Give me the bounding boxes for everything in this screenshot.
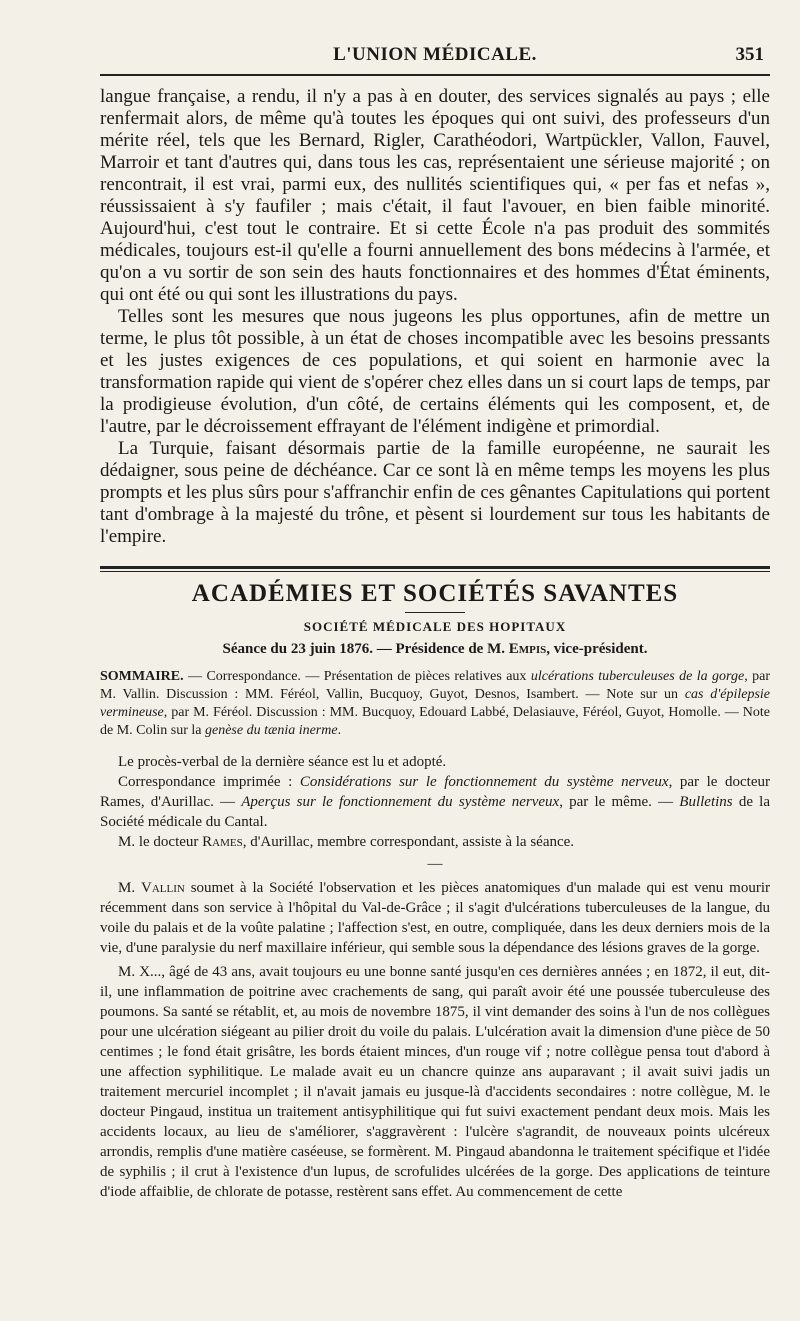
seance-president: Empis: [508, 641, 547, 657]
title-rule: [405, 612, 465, 613]
rames-name: Rames: [202, 834, 243, 850]
corr-italic: Considérations sur le fonctionnement du système nerveux: [299, 774, 669, 790]
corr-text: , par le même. —: [559, 794, 680, 810]
page-number: 351: [735, 44, 764, 65]
page-header: [100, 40, 770, 76]
seance-line: [100, 641, 770, 658]
corr-text: Correspondance imprimée :: [118, 774, 300, 790]
rames-attendance: [100, 832, 770, 852]
sommaire-text: , par M. Vallin. Discussion : MM. Féréol, Vallin, Bucquoy, Guyot, Desnos, Isambert. — Note sur un: [100, 669, 770, 702]
section-title: ACADÉMIES ET SOCIÉTÉS SAVANTES: [191, 580, 679, 607]
rames-text: , d'Aurillac, membre correspondant, assiste à la séance.: [242, 834, 575, 850]
vallin-text: M.: [118, 880, 141, 896]
sommaire-italic: cas d'épilepsie vermineuse: [100, 687, 770, 720]
corr-italic: Bulletins: [679, 794, 733, 810]
page-body: [100, 86, 770, 1202]
sommaire-italic: ulcérations tuberculeuses de la gorge: [530, 669, 745, 684]
sommaire-text: .: [337, 723, 342, 738]
seance-role: , vice-président.: [546, 641, 648, 657]
vallin-paragraph: [100, 878, 770, 958]
seance-text: Séance du 23 juin 1876. — Présidence de M.: [222, 641, 509, 657]
article-paragraph-1: langue française, a rendu, il n'y a pas à en douter, des services signalés au pays ; elle renfermait alors, de même qu'à toutes les époques qui ont suivi, des professeurs d'un mérite réel, tels que les Bernard, Rigler, Carathéodori, Wartpückler, Vallon, Fauvel, Marroir et tant d'autres qui, dans tous les cas, représentaient une sérieuse majorité ; on rencontrait, il est vrai, parmi eux, des nullités scientifiques qui, « per fas et nefas », réussissaient à s'y faufiler ; mais c'était, il faut l'avouer, en bien faible minorité. Aujourd'hui, c'est tout le contraire. Et si cette École n'a pas produit des sommités médicales, toujours est-il qu'elle a fourni annuellement des bons médecins à l'armée, et qu'on a vu sortir de son sein des hauts fonctionnaires et des hommes d'État éminents, qui ont été ou qui sont les illustrations du pays.: [100, 86, 770, 305]
sommaire-label: SOMMAIRE.: [100, 669, 184, 684]
corr-text: de la Société médicale du Cantal.: [100, 794, 770, 830]
corr-italic: Aperçus sur le fonctionnement du système nerveux: [241, 794, 560, 810]
sommaire-italic: genèse du tænia inerme: [205, 723, 338, 738]
article-paragraph-2: Telles sont les mesures que nous jugeons les plus opportunes, afin de mettre un terme, le plus tôt possible, à un état de choses incompatible avec les besoins pressants et les justes exigences de ces populations, et qui soient en harmonie avec la transformation rapide qui vient de s'opérer chez elles dans un si court laps de temps, par la prodigieuse évolution, d'un côté, de certains éléments qui les composent, et, de l'autre, par le décroissement effrayant de l'élément indigène et primordial.: [100, 306, 770, 437]
running-title: L'UNION MÉDICALE.: [333, 44, 537, 65]
article-paragraph-3: La Turquie, faisant désormais partie de la famille européenne, ne saurait les dédaigner, sous peine de déchéance. Car ce sont là en même temps les moyens les plus prompts et les plus sûrs pour s'affranchir enfin de ces gênantes Capitulations qui portent tant d'ombrage à la majesté du trône, et pèsent si lourdement sur tous les habitants de l'empire.: [100, 438, 770, 547]
correspondance: [100, 772, 770, 832]
vallin-name: Vallin: [140, 880, 185, 896]
sommaire: [100, 668, 770, 740]
sommaire-text: , par M. Féréol. Discussion : MM. Bucquoy, Edouard Labbé, Delasiauve, Féréol, Guyot, Homolle. — Note de M. Colin sur la: [100, 705, 770, 738]
corr-text: , par le docteur Rames, d'Aurillac. —: [100, 774, 770, 810]
separator-dash: —: [427, 856, 443, 872]
rames-text: M. le docteur: [118, 834, 203, 850]
sommaire-text: — Correspondance. — Présentation de pièces relatives aux: [183, 669, 531, 684]
case-paragraph: M. X..., âgé de 43 ans, avait toujours eu une bonne santé jusqu'en ces dernières années ; en 1872, il eut, dit-il, une inflammation de poitrine avec crachements de sang, qui paraît avoir été une poussée tuberculeuse des poumons. Sa santé se rétablit, et, au mois de novembre 1875, il vint demander des soins à l'un de nos collègues pour une ulcération siégeant au pilier droit du voile du palais. L'ulcération avait la dimension d'une pièce de 50 centimes ; le fond était grisâtre, les bords étaient minces, d'un rouge vif ; notre collègue pensa tout d'abord à une affection syphilitique. Le malade avait eu un chancre quinze ans auparavant ; il avait suivi jadis un traitement mercuriel incomplet ; il n'avait jamais eu jusque-là d'accidents secondaires : notre collègue, M. le docteur Pingaud, institua un traitement antisyphilitique qui fut suivi exactement pendant deux mois. Mais les accidents locaux, au lieu de s'améliorer, s'aggravèrent : l'ulcère s'agrandit, de nouveaux points ulcéreux arrondis, remplis d'une matière caséeuse, se formèrent. M. Pingaud abandonna le traitement spécifique et l'idée de syphilis ; il crut à l'existence d'un lupus, de scrofulides ulcérées de la gorge. Des applications de teinture d'iode affaiblie, de chlorate de potasse, restèrent sans effet. Au commencement de cette: [100, 964, 770, 1200]
vallin-text: soumet à la Société l'observation et les pièces anatomiques d'un malade qui est venu mourir récemment dans son service à l'hôpital du Val-de-Grâce ; il s'agit d'ulcérations tuberculeuses de la langue, du voile du palais et de la voûte palatine ; l'affection s'est, en outre, compliquée, dans les deux derniers mois de la vie, d'une paralysie du nerf maxillaire inférieur, qui semble sous la dépendance des lésions graves de la gorge.: [100, 880, 771, 956]
society-heading: SOCIÉTÉ MÉDICALE DES HOPITAUX: [303, 619, 567, 634]
section-divider: [100, 566, 770, 572]
proces-verbal: Le procès-verbal de la dernière séance est lu et adopté.: [118, 754, 447, 770]
